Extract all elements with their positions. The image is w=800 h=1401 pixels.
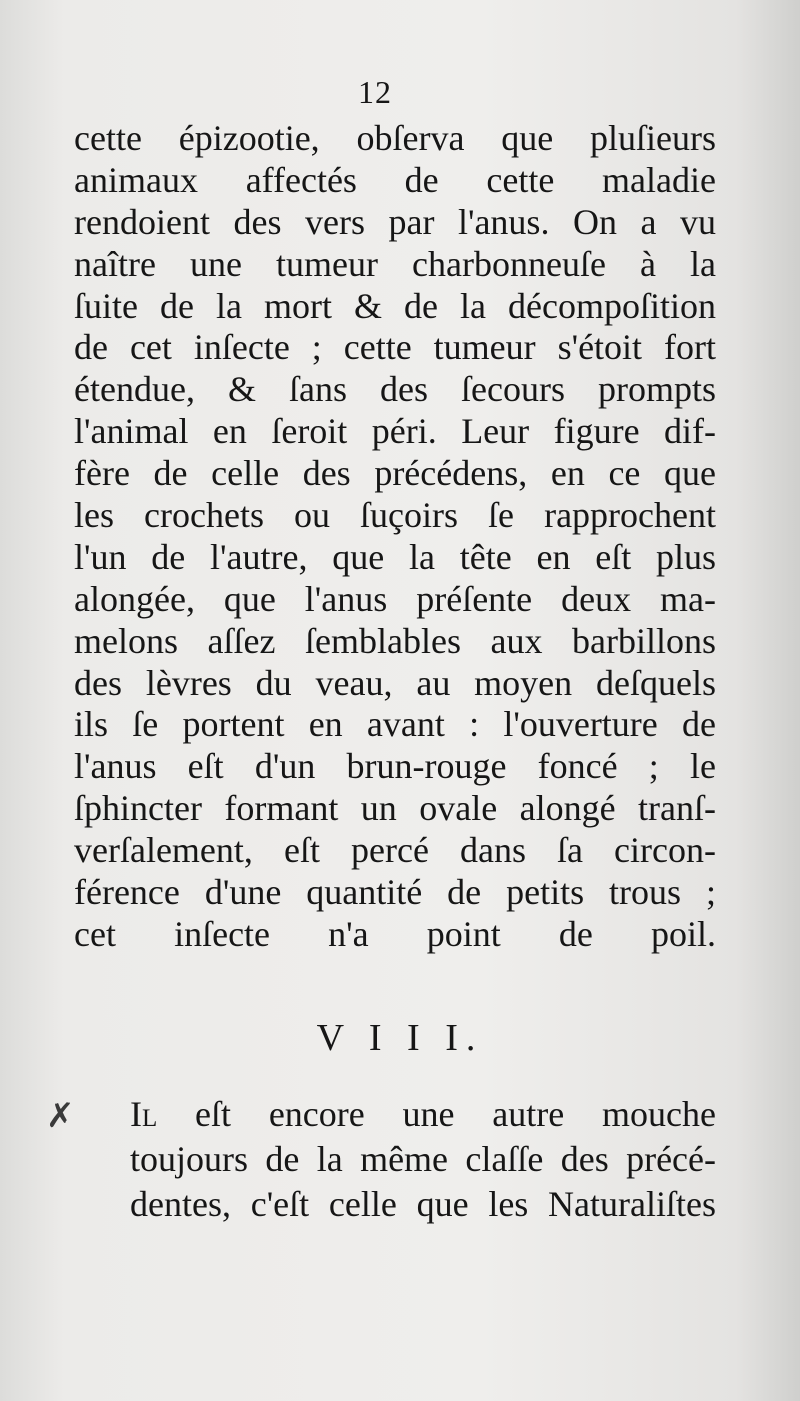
text-line: férence d'une quantité de petits trous ;: [74, 872, 716, 913]
text-line: fère de celle des précédens, en ce que: [74, 453, 716, 494]
text-line: cette épizootie, obſerva que pluſieurs: [74, 118, 716, 158]
text-line: ils ſe portent en avant : l'ouverture de: [74, 704, 716, 745]
text-line: [130, 1092, 716, 1137]
text-line: des lèvres du veau, au moyen deſquels: [74, 662, 716, 703]
text-line: verſalement, eſt percé dans ſa circon-: [74, 830, 716, 871]
text-line-rest: eſt encore une autre mouche: [157, 1094, 716, 1134]
text-line: ſuite de la mort & de la décompoſition: [74, 285, 716, 326]
text-line: naître une tumeur charbonneuſe à la: [74, 243, 716, 284]
section-paragraph: [130, 1092, 716, 1227]
text-line: l'un de l'autre, que la tête en eſt plus: [74, 536, 716, 577]
section-initial: Il: [130, 1094, 158, 1134]
text-line: rendoient des vers par l'anus. On a vu: [74, 201, 716, 242]
section-heading: V I I I.: [316, 1017, 484, 1059]
text-line: melons aſſez ſemblables aux barbillons: [74, 620, 716, 661]
page-number: 12: [358, 74, 392, 110]
text-line: ſphincter formant un ovale alongé tranſ-: [74, 788, 716, 829]
text-line: de cet inſecte ; cette tumeur s'étoit fort: [74, 327, 716, 368]
text-line: les crochets ou ſuçoirs ſe rapprochent: [74, 495, 716, 536]
text-line: l'anus eſt d'un brun-rouge foncé ; le: [74, 746, 716, 787]
text-line: l'animal en ſeroit péri. Leur figure dif-: [74, 411, 716, 452]
text-line: toujours de la même claſſe des précé-: [130, 1139, 716, 1179]
text-line: dentes, c'eſt celle que les Naturaliſtes: [130, 1184, 716, 1224]
handwritten-x-mark: ✗: [46, 1096, 75, 1136]
text-line: alongée, que l'anus préſente deux ma-: [74, 578, 716, 619]
text-line: étendue, & ſans des ſecours prompts: [74, 369, 716, 410]
text-line: cet inſecte n'a point de poil.: [74, 913, 716, 954]
body-paragraph: [74, 118, 716, 956]
text-line: animaux affectés de cette maladie: [74, 159, 716, 200]
